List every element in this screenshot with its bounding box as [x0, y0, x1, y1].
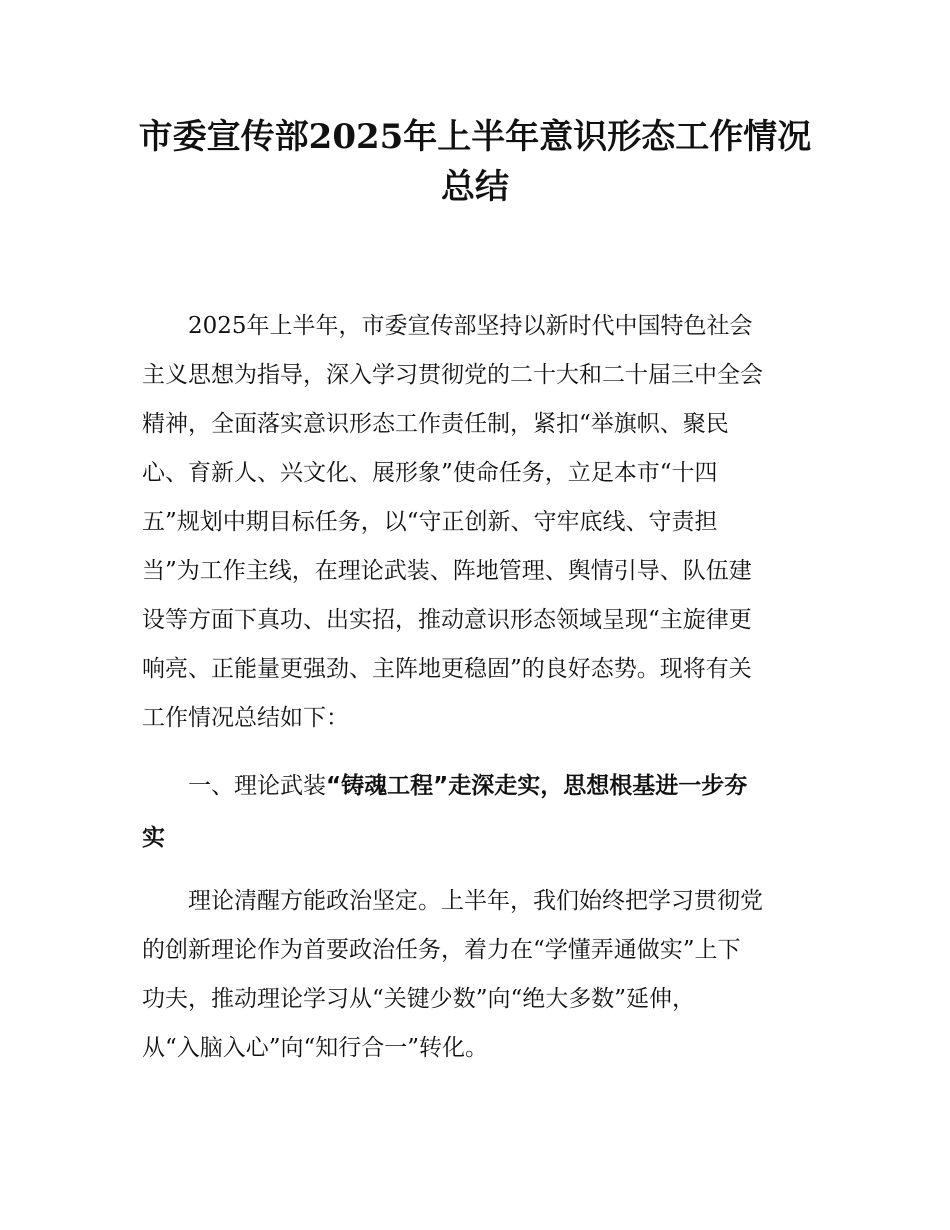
paragraph-theory — [142, 877, 814, 1073]
title-line-1: 市委宣传部2025年上半年意识形态工作情况 — [138, 117, 812, 157]
paragraph-line: 从“入脑入心”向“知行合一”转化。 — [142, 1035, 489, 1061]
paragraph-line: 心、育新人、兴文化、展形象”使命任务，立足本市“十四 — [142, 460, 718, 486]
paragraph-line: 工作情况总结如下： — [142, 705, 349, 731]
paragraph-intro — [142, 302, 814, 743]
heading-line-1 — [142, 760, 814, 812]
paragraph-line: 设等方面下真功、出实招，推动意识形态领域呈现“主旋律更 — [142, 607, 752, 633]
paragraph-line: 响亮、正能量更强劲、主阵地更稳固”的良好态势。现将有关 — [142, 656, 752, 682]
paragraph-line: 主义思想为指导，深入学习贯彻党的二十大和二十届三中全会 — [142, 362, 763, 388]
paragraph-line: 的创新理论作为首要政治任务，着力在“学懂弄通做实”上下 — [142, 937, 741, 963]
paragraph-line: 当”为工作主线，在理论武装、阵地管理、舆情引导、队伍建 — [142, 558, 752, 584]
title-line-2: 总结 — [441, 167, 509, 207]
section-heading-1 — [142, 760, 814, 864]
document-title — [120, 112, 830, 212]
heading-line-2: 实 — [142, 825, 165, 851]
paragraph-line: 2025年上半年，市委宣传部坚持以新时代中国特色社会 — [188, 313, 753, 339]
paragraph-line: 五”规划中期目标任务，以“守正创新、守牢底线、守责担 — [142, 509, 718, 535]
paragraph-line: 功夫，推动理论学习从“关键少数”向“绝大多数”延伸， — [142, 986, 696, 1012]
paragraph-line: 理论清醒方能政治坚定。上半年，我们始终把学习贯彻党 — [188, 888, 763, 914]
paragraph-line: 精神，全面落实意识形态工作责任制，紧扣“举旗帜、聚民 — [142, 411, 729, 437]
heading-main: “铸魂工程”走深走实，思想根基进一步夯 — [326, 773, 748, 799]
heading-prefix: 一、理论武装 — [188, 773, 326, 799]
